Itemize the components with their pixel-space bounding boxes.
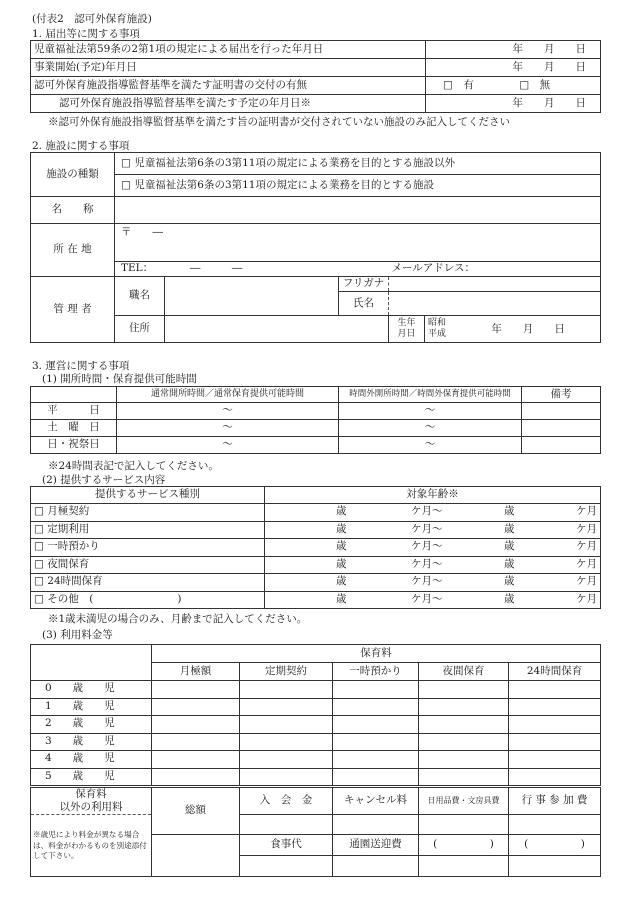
hours-notes-field[interactable] (522, 403, 601, 420)
services-subheading: (2) 提供するサービス内容 (42, 474, 166, 486)
job-title-label: 職名 (115, 277, 165, 316)
age-to-years[interactable]: 歳 (446, 539, 518, 557)
date-field[interactable]: 年 月 日 (426, 41, 601, 59)
full-name-field[interactable] (389, 292, 601, 316)
fee-col-monthly: 月極額 (152, 663, 240, 681)
birthdate-label: 生年 月日 (389, 316, 425, 343)
age-from-months[interactable]: ケ月～ (350, 504, 446, 522)
facility-table (30, 152, 601, 343)
hours-table (30, 386, 601, 454)
furigana-field[interactable] (389, 277, 601, 292)
manager-address-label: 住所 (115, 316, 165, 343)
age-from-months[interactable]: ケ月～ (350, 591, 446, 609)
certificate-options (426, 77, 601, 95)
custom-fee-field-2[interactable] (509, 856, 601, 877)
enrollment-fee-label: 入 会 金 (240, 788, 333, 815)
age-to-years[interactable]: 歳 (446, 556, 518, 574)
hours-row-weekday: 平 日 (31, 403, 117, 420)
age-from-months[interactable]: ケ月～ (350, 556, 446, 574)
service-option[interactable]: □ 月極契約 (31, 504, 265, 522)
other-fees-table (30, 787, 601, 877)
hours-header-blank (31, 387, 117, 403)
section3-heading: 3. 運営に関する事項 (32, 360, 130, 372)
fee-row (31, 681, 601, 699)
age-from-months[interactable]: ケ月～ (350, 574, 446, 592)
tel-field[interactable]: TEL： ― ― (115, 262, 389, 277)
age-from-years[interactable]: 歳 (265, 504, 350, 522)
age-label: 1 歳 児 (31, 698, 152, 716)
section2-heading: 2. 施設に関する事項 (32, 140, 130, 152)
age-label: 3 歳 児 (31, 733, 152, 751)
form-title: (付表2 認可外保育施設) (32, 13, 152, 25)
transport-fee-label: 通園送迎費 (333, 835, 419, 856)
event-fee-field[interactable] (509, 815, 601, 835)
age-to-months[interactable]: ケ月 (518, 556, 601, 574)
age-to-years[interactable]: 歳 (446, 521, 518, 539)
age-to-months[interactable]: ケ月 (518, 591, 601, 609)
fee-cell[interactable] (419, 716, 509, 734)
fee-col-24h: 24時間保育 (509, 663, 601, 681)
service-option[interactable]: □ 定期利用 (31, 521, 265, 539)
fee-cell[interactable] (419, 751, 509, 769)
full-name-label: 氏名 (339, 292, 389, 316)
address-label: 所 在 地 (31, 224, 115, 277)
overtime-hours-field[interactable]: ～ (339, 437, 522, 454)
service-option[interactable]: □ 一時預かり (31, 539, 265, 557)
fee-cell[interactable] (509, 768, 601, 786)
fee-row (31, 768, 601, 786)
furigana-label: フリガナ (339, 277, 389, 292)
fee-cell[interactable] (152, 751, 240, 769)
cancellation-fee-label: キャンセル料 (333, 788, 419, 815)
age-label: 5 歳 児 (31, 768, 152, 786)
email-field[interactable]: メールアドレス： (389, 262, 601, 277)
hours-header-overtime: 時間外開所時間／時間外保育提供可能時間 (339, 387, 522, 403)
age-note: ※1歳未満児の場合のみ、月齢まで記入してください。 (48, 613, 308, 625)
job-title-field[interactable] (165, 277, 339, 316)
facility-type-option-1[interactable]: □ 児童福祉法第6条の3第11項の規定による業務を目的とする施設以外 (115, 153, 601, 175)
fee-cell[interactable] (152, 768, 240, 786)
age-from-years[interactable]: 歳 (265, 574, 350, 592)
fee-row (31, 751, 601, 769)
age-from-years[interactable]: 歳 (265, 591, 350, 609)
checkbox-no[interactable]: □ 無 (519, 78, 551, 91)
service-option[interactable]: □ 夜間保育 (31, 556, 265, 574)
hours-notes-field[interactable] (522, 437, 601, 454)
fee-cell[interactable] (333, 681, 419, 699)
fee-row (31, 716, 601, 734)
fee-cell[interactable] (509, 681, 601, 699)
supplies-fee-field[interactable] (419, 815, 509, 835)
hours-notes-field[interactable] (522, 420, 601, 437)
service-option[interactable]: □ その他 ( ) (31, 591, 265, 609)
hours-subheading: (1) 開所時間・保育提供可能時間 (42, 373, 197, 385)
overtime-hours-field[interactable]: ～ (339, 420, 522, 437)
checkbox-yes[interactable]: □ 有 (443, 78, 474, 91)
total-field[interactable] (152, 835, 240, 877)
regular-hours-field[interactable]: ～ (117, 403, 339, 420)
fee-cell[interactable] (152, 698, 240, 716)
notification-table (30, 40, 601, 113)
enrollment-fee-field[interactable] (240, 815, 333, 835)
age-to-years[interactable]: 歳 (446, 574, 518, 592)
postal-field[interactable]: 〒 ― (115, 224, 601, 262)
hours-note: ※24時間表記で記入してください。 (48, 460, 219, 472)
name-field[interactable] (115, 197, 601, 224)
era-options: 昭和 平成 (428, 318, 447, 339)
fee-cell[interactable] (152, 733, 240, 751)
transport-fee-field[interactable] (333, 856, 419, 877)
fee-cell[interactable] (240, 751, 333, 769)
fee-cell[interactable] (240, 716, 333, 734)
age-from-years[interactable]: 歳 (265, 556, 350, 574)
fee-row (31, 698, 601, 716)
service-option[interactable]: □ 24時間保育 (31, 574, 265, 592)
row-label: 認可外保育施設指導監督基準を満たす予定の年月日※ (31, 95, 426, 113)
fee-col-night: 夜間保育 (419, 663, 509, 681)
birthdate-field[interactable] (425, 316, 601, 343)
manager-address-field[interactable] (165, 316, 389, 343)
name-label: 名 称 (31, 197, 115, 224)
custom-fee-label-1[interactable]: ( ) (419, 835, 509, 856)
fee-cell[interactable] (333, 716, 419, 734)
date-field[interactable]: 年 月 日 (426, 95, 601, 113)
hours-row-saturday: 土 曜 日 (31, 420, 117, 437)
fee-cell[interactable] (509, 698, 601, 716)
age-from-years[interactable]: 歳 (265, 521, 350, 539)
fee-cell[interactable] (240, 768, 333, 786)
facility-type-option-2[interactable]: □ 児童福祉法第6条の3第11項の規定による業務を目的とする施設 (115, 175, 601, 197)
fee-cell[interactable] (240, 698, 333, 716)
age-label: 4 歳 児 (31, 751, 152, 769)
fees-subheading: (3) 利用料金等 (42, 629, 113, 641)
cancellation-fee-field[interactable] (333, 815, 419, 835)
regular-hours-field[interactable]: ～ (117, 437, 339, 454)
age-from-months[interactable]: ケ月～ (350, 521, 446, 539)
meal-fee-label: 食事代 (240, 835, 333, 856)
fee-cell[interactable] (419, 698, 509, 716)
fee-cell[interactable] (333, 751, 419, 769)
age-label: 0 歳 児 (31, 681, 152, 699)
supplies-fee-label: 日用品費・文房具費 (419, 788, 509, 815)
fee-cell[interactable] (333, 768, 419, 786)
target-age-header: 対象年齢※ (265, 487, 601, 504)
fee-cell[interactable] (509, 733, 601, 751)
fee-cell[interactable] (419, 768, 509, 786)
fee-col-regular: 定期契約 (240, 663, 333, 681)
custom-fee-label-2[interactable]: ( ) (509, 835, 601, 856)
fee-cell[interactable] (333, 733, 419, 751)
fees-corner (31, 645, 152, 681)
age-to-months[interactable]: ケ月 (518, 574, 601, 592)
manager-label: 管 理 者 (31, 277, 115, 343)
fee-cell[interactable] (509, 751, 601, 769)
childcare-fee-header: 保育料 (152, 645, 601, 663)
row-label: 事業開始(予定)年月日 (31, 59, 426, 77)
fee-cell[interactable] (419, 681, 509, 699)
fee-row (31, 733, 601, 751)
age-to-years[interactable]: 歳 (446, 591, 518, 609)
fee-cell[interactable] (152, 716, 240, 734)
service-type-header: 提供するサービス種別 (31, 487, 265, 504)
age-to-years[interactable]: 歳 (446, 504, 518, 522)
age-to-months[interactable]: ケ月 (518, 504, 601, 522)
row-label: 認可外保育施設指導監督基準を満たす証明書の交付の有無 (31, 77, 426, 95)
custom-fee-field-1[interactable] (419, 856, 509, 877)
fee-col-temporary: 一時預かり (333, 663, 419, 681)
row-label: 児童福祉法第59条の2第1項の規定による届出を行った年月日 (31, 41, 426, 59)
certificate-note: ※認可外保育施設指導監督基準を満たす旨の証明書が交付されていない施設のみ記入してください (48, 116, 510, 128)
age-to-months[interactable]: ケ月 (518, 521, 601, 539)
overtime-hours-field[interactable]: ～ (339, 403, 522, 420)
meal-fee-field[interactable] (240, 856, 333, 877)
fee-cell[interactable] (333, 698, 419, 716)
age-label: 2 歳 児 (31, 716, 152, 734)
fee-cell[interactable] (240, 681, 333, 699)
regular-hours-field[interactable]: ～ (117, 420, 339, 437)
total-label: 総額 (152, 788, 240, 835)
other-fees-note: ※歳児により料金が異なる場合 は、料金がわかるものを別途添付 して下さい。 (31, 815, 152, 877)
fees-table (30, 644, 601, 786)
fee-cell[interactable] (240, 733, 333, 751)
age-to-months[interactable]: ケ月 (518, 539, 601, 557)
other-fees-label: 保育料 以外の利用料 (31, 788, 152, 815)
services-table (30, 486, 601, 609)
birthdate-ymd: 年 月 日 (491, 322, 565, 335)
age-from-months[interactable]: ケ月～ (350, 539, 446, 557)
hours-row-holiday: 日・祝祭日 (31, 437, 117, 454)
fee-cell[interactable] (419, 733, 509, 751)
age-from-years[interactable]: 歳 (265, 539, 350, 557)
hours-header-regular: 通常開所時間／通常保育提供可能時間 (117, 387, 339, 403)
facility-type-label: 施設の種類 (31, 153, 115, 197)
hours-header-notes: 備考 (522, 387, 601, 403)
section1-heading: 1. 届出等に関する事項 (32, 28, 140, 40)
fee-cell[interactable] (509, 716, 601, 734)
fee-cell[interactable] (152, 681, 240, 699)
event-fee-label: 行 事 参 加 費 (509, 788, 601, 815)
date-field[interactable]: 年 月 日 (426, 59, 601, 77)
